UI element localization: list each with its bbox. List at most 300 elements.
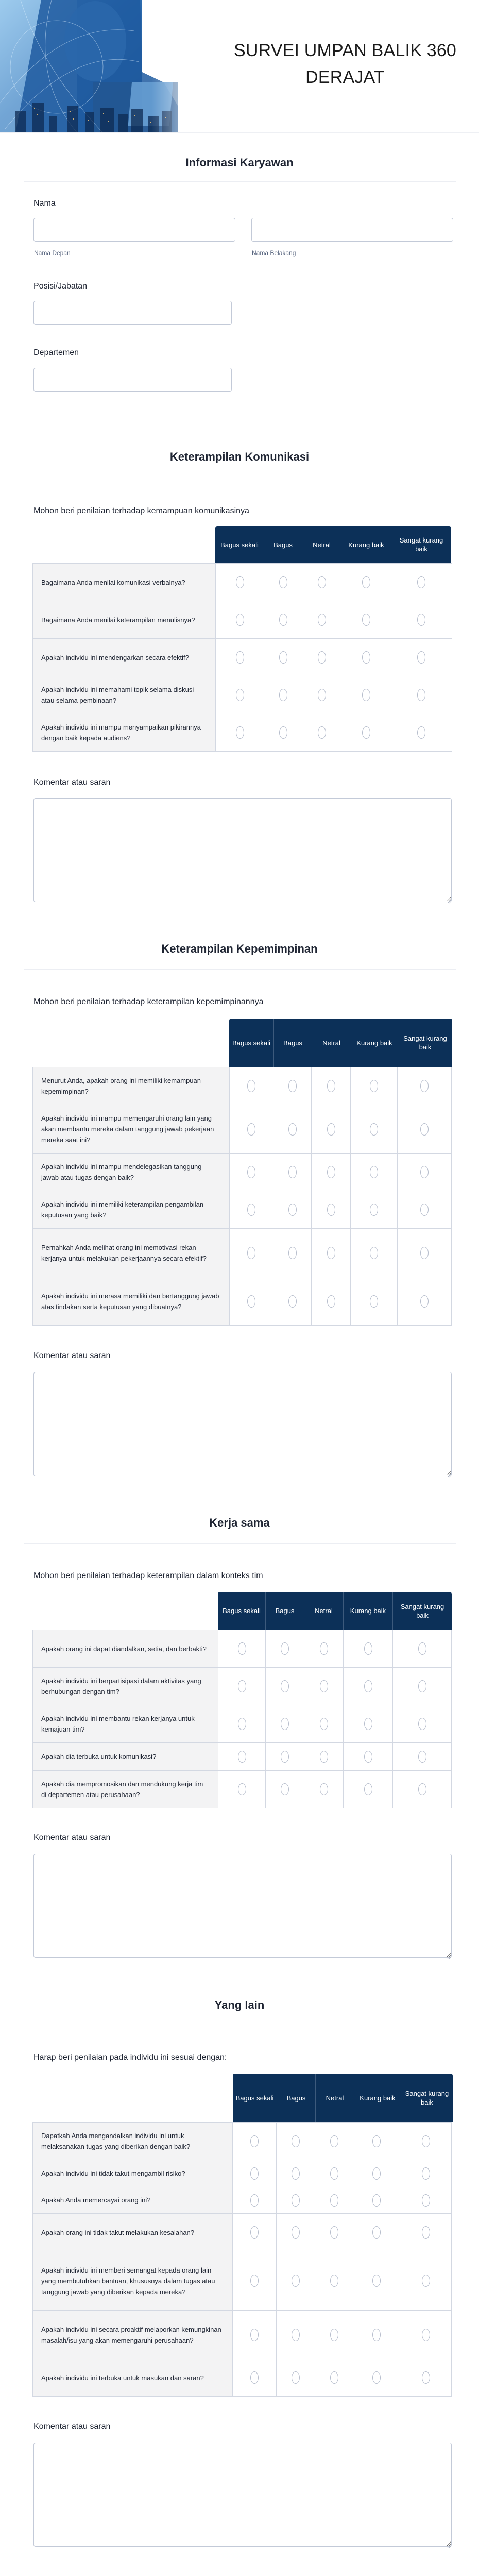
matrix-cell <box>229 1154 273 1191</box>
matrix-row-question: Apakah individu ini mampu mendelegasikan tanggung jawab atau tugas dengan baik? <box>32 1154 229 1191</box>
radio-button[interactable] <box>417 651 425 664</box>
radio-button[interactable] <box>292 2194 300 2207</box>
radio-button[interactable] <box>279 614 287 626</box>
radio-button[interactable] <box>330 2194 338 2207</box>
first-name-input[interactable] <box>33 218 235 242</box>
matrix-row <box>32 1667 452 1705</box>
radio-button[interactable] <box>372 2167 381 2180</box>
radio-button[interactable] <box>236 576 244 588</box>
radio-button[interactable] <box>330 2135 338 2147</box>
matrix-cell <box>392 1630 452 1667</box>
radio-button[interactable] <box>422 2135 430 2147</box>
radio-button[interactable] <box>422 2226 430 2239</box>
radio-button[interactable] <box>370 1204 378 1216</box>
radio-button[interactable] <box>320 1718 328 1730</box>
matrix-cell <box>229 1105 273 1153</box>
matrix-row <box>32 1228 452 1277</box>
radio-button[interactable] <box>330 2275 338 2287</box>
matrix-row <box>32 2310 452 2359</box>
radio-button[interactable] <box>370 1123 378 1136</box>
radio-button[interactable] <box>364 1680 372 1692</box>
radio-button[interactable] <box>362 576 370 588</box>
matrix-row-question: Apakah individu ini mampu memengaruhi orang lain yang akan membantu mereka dalam tanggung jawab pekerjaan mereka saat ini? <box>32 1105 229 1153</box>
radio-button[interactable] <box>288 1295 297 1308</box>
hero-image <box>0 0 216 133</box>
radio-button[interactable] <box>418 1642 426 1655</box>
teamwork-comment-textarea[interactable] <box>33 1854 452 1958</box>
radio-button[interactable] <box>372 2135 381 2147</box>
communication-comment-label: Komentar atau saran <box>33 778 111 787</box>
radio-button[interactable] <box>422 2194 430 2207</box>
radio-button[interactable] <box>362 651 370 664</box>
radio-button[interactable] <box>364 1642 372 1655</box>
matrix-cell <box>229 1229 273 1277</box>
radio-button[interactable] <box>279 726 287 739</box>
radio-button[interactable] <box>420 1166 429 1178</box>
matrix-row-question: Apakah individu ini mendengarkan secara efektif? <box>32 639 215 676</box>
matrix-column-header: Kurang baik <box>354 2074 401 2122</box>
radio-button[interactable] <box>372 2329 381 2341</box>
radio-button[interactable] <box>250 2329 259 2341</box>
matrix-cell <box>276 2160 315 2187</box>
matrix-row-question: Apakah Anda memercayai orang ini? <box>32 2187 232 2213</box>
matrix-header <box>233 2074 453 2122</box>
matrix-row-question: Apakah individu ini merasa memiliki dan bertanggung jawab atas tindakan serta keputusan yang dibuatnya? <box>32 1277 229 1325</box>
matrix-cell <box>315 2123 353 2160</box>
leadership-comment-label: Komentar atau saran <box>33 1351 111 1360</box>
leadership-comment-textarea[interactable] <box>33 1372 452 1476</box>
matrix-cell <box>311 1277 350 1325</box>
matrix-cell <box>350 1229 397 1277</box>
radio-button[interactable] <box>250 2194 259 2207</box>
radio-button[interactable] <box>330 2226 338 2239</box>
matrix-cell <box>391 564 451 601</box>
radio-button[interactable] <box>372 2275 381 2287</box>
matrix-row <box>32 1742 452 1770</box>
matrix-cell <box>341 714 391 751</box>
matrix-column-header: Netral <box>302 526 341 563</box>
matrix-cell <box>343 1630 392 1667</box>
matrix-row-question: Apakah individu ini terbuka untuk masukan dan saran? <box>32 2359 232 2396</box>
radio-button[interactable] <box>247 1295 255 1308</box>
matrix-column-header: Kurang baik <box>341 526 391 563</box>
radio-button[interactable] <box>292 2275 300 2287</box>
matrix-cell <box>353 2160 400 2187</box>
radio-button[interactable] <box>362 689 370 701</box>
radio-button[interactable] <box>327 1295 335 1308</box>
matrix-row <box>32 563 452 601</box>
matrix-row-question: Apakah orang ini dapat diandalkan, setia, dan berbakti? <box>32 1630 218 1667</box>
matrix-row <box>32 2187 452 2213</box>
matrix-row <box>32 1630 452 1667</box>
matrix-cell <box>232 2160 276 2187</box>
matrix-cell <box>232 2123 276 2160</box>
radio-button[interactable] <box>279 651 287 664</box>
radio-button[interactable] <box>236 614 244 626</box>
matrix-row-question: Bagaimana Anda menilai komunikasi verbalnya? <box>32 564 215 601</box>
radio-button[interactable] <box>420 1080 429 1092</box>
matrix-cell <box>232 2311 276 2359</box>
matrix-column-header: Bagus <box>273 1019 312 1067</box>
radio-button[interactable] <box>318 576 326 588</box>
radio-button[interactable] <box>327 1247 335 1259</box>
matrix-cell <box>304 1771 343 1808</box>
radio-button[interactable] <box>247 1080 255 1092</box>
matrix-cell <box>302 639 341 676</box>
matrix-row-question: Apakah individu ini secara proaktif melaporkan kemungkinan masalah/isu yang akan memengaruhi perusahaan? <box>32 2311 232 2359</box>
matrix-cell <box>311 1154 350 1191</box>
matrix-cell <box>304 1743 343 1770</box>
matrix-cell <box>350 1154 397 1191</box>
position-input[interactable] <box>33 301 232 325</box>
matrix-cell <box>273 1277 311 1325</box>
matrix-cell <box>264 564 302 601</box>
matrix-cell <box>276 2251 315 2310</box>
matrix-cell <box>350 1277 397 1325</box>
matrix-column-header: Kurang baik <box>343 1592 392 1630</box>
matrix-cell <box>397 1277 452 1325</box>
matrix-row-question: Bagaimana Anda menilai keterampilan menulisnya? <box>32 601 215 638</box>
matrix-cell <box>353 2251 400 2310</box>
matrix-cell <box>265 1743 304 1770</box>
section-divider <box>24 969 456 970</box>
radio-button[interactable] <box>238 1783 246 1795</box>
radio-button[interactable] <box>279 689 287 701</box>
radio-button[interactable] <box>292 2371 300 2384</box>
first-name-sublabel: Nama Depan <box>34 249 71 257</box>
radio-button[interactable] <box>320 1642 328 1655</box>
matrix-cell <box>215 714 264 751</box>
matrix-cell <box>311 1229 350 1277</box>
form-title <box>221 37 469 91</box>
radio-button[interactable] <box>250 2135 259 2147</box>
radio-button[interactable] <box>362 726 370 739</box>
radio-button[interactable] <box>281 1718 289 1730</box>
radio-button[interactable] <box>250 2226 259 2239</box>
radio-button[interactable] <box>418 1751 426 1763</box>
matrix-cell <box>218 1630 265 1667</box>
matrix-cell <box>273 1191 311 1228</box>
matrix-cell <box>302 601 341 638</box>
others-comment-textarea[interactable] <box>33 2443 452 2547</box>
matrix-cell <box>343 1771 392 1808</box>
radio-button[interactable] <box>238 1642 246 1655</box>
matrix-cell <box>341 639 391 676</box>
matrix-cell <box>392 1743 452 1770</box>
radio-button[interactable] <box>320 1680 328 1692</box>
radio-button[interactable] <box>422 2275 430 2287</box>
matrix-cell <box>343 1705 392 1742</box>
matrix-cell <box>315 2160 353 2187</box>
radio-button[interactable] <box>418 1783 426 1795</box>
matrix-cell <box>276 2187 315 2213</box>
radio-button[interactable] <box>420 1204 429 1216</box>
radio-button[interactable] <box>281 1783 289 1795</box>
matrix-row <box>32 1067 452 1105</box>
matrix-row <box>32 1277 452 1325</box>
matrix-cell <box>343 1743 392 1770</box>
radio-button[interactable] <box>422 2167 430 2180</box>
radio-button[interactable] <box>417 576 425 588</box>
radio-button[interactable] <box>417 614 425 626</box>
matrix-row <box>32 2213 452 2251</box>
matrix-column-header: Bagus sekali <box>229 1019 273 1067</box>
radio-button[interactable] <box>288 1123 297 1136</box>
matrix-row <box>32 1705 452 1742</box>
matrix-row <box>32 1770 452 1808</box>
matrix-cell <box>218 1705 265 1742</box>
radio-button[interactable] <box>247 1247 255 1259</box>
radio-button[interactable] <box>247 1204 255 1216</box>
teamwork-prompt: Mohon beri penilaian terhadap keterampilan dalam konteks tim <box>33 1571 263 1580</box>
radio-button[interactable] <box>247 1123 255 1136</box>
radio-button[interactable] <box>288 1247 297 1259</box>
radio-button[interactable] <box>279 576 287 588</box>
radio-button[interactable] <box>362 614 370 626</box>
position-label: Posisi/Jabatan <box>33 282 88 291</box>
matrix-cell <box>276 2123 315 2160</box>
radio-button[interactable] <box>292 2167 300 2180</box>
matrix-row <box>32 1105 452 1153</box>
matrix-cell <box>302 676 341 714</box>
matrix-column-header: Bagus sekali <box>215 526 264 563</box>
leadership-rating-matrix <box>32 1019 452 1326</box>
radio-button[interactable] <box>372 2226 381 2239</box>
radio-button[interactable] <box>364 1718 372 1730</box>
radio-button[interactable] <box>417 689 425 701</box>
matrix-row <box>32 638 452 676</box>
others-prompt: Harap beri penilaian pada individu ini sesuai dengan: <box>33 2053 227 2062</box>
radio-button[interactable] <box>372 2371 381 2384</box>
radio-button[interactable] <box>370 1247 378 1259</box>
matrix-bottom-border <box>32 2396 452 2397</box>
matrix-cell <box>397 1067 452 1105</box>
radio-button[interactable] <box>318 689 326 701</box>
matrix-bottom-border <box>32 1325 452 1326</box>
matrix-column-header: Sangat kurang baik <box>401 2074 453 2122</box>
matrix-cell <box>400 2251 452 2310</box>
others-rating-matrix <box>32 2074 452 2397</box>
matrix-cell <box>353 2187 400 2213</box>
last-name-sublabel: Nama Belakang <box>252 249 296 257</box>
matrix-cell <box>353 2123 400 2160</box>
matrix-cell <box>232 2187 276 2213</box>
matrix-cell <box>264 676 302 714</box>
matrix-row <box>32 2160 452 2187</box>
matrix-cell <box>304 1668 343 1705</box>
communication-comment-textarea[interactable] <box>33 798 452 902</box>
matrix-cell <box>400 2311 452 2359</box>
radio-button[interactable] <box>370 1166 378 1178</box>
radio-button[interactable] <box>327 1080 335 1092</box>
radio-button[interactable] <box>281 1642 289 1655</box>
matrix-cell <box>315 2214 353 2251</box>
matrix-cell <box>232 2359 276 2396</box>
matrix-cell <box>311 1191 350 1228</box>
section-title-leadership: Keterampilan Kepemimpinan <box>161 942 318 955</box>
section-title-others: Yang lain <box>214 1998 265 2011</box>
radio-button[interactable] <box>370 1295 378 1308</box>
radio-button[interactable] <box>327 1123 335 1136</box>
matrix-cell <box>229 1277 273 1325</box>
matrix-cell <box>397 1191 452 1228</box>
matrix-cell <box>276 2214 315 2251</box>
last-name-input[interactable] <box>251 218 453 242</box>
matrix-cell <box>391 676 451 714</box>
matrix-cell <box>400 2160 452 2187</box>
matrix-row-question: Apakah orang ini tidak takut melakukan kesalahan? <box>32 2214 232 2251</box>
radio-button[interactable] <box>327 1166 335 1178</box>
matrix-cell <box>273 1067 311 1105</box>
radio-button[interactable] <box>320 1751 328 1763</box>
matrix-column-header: Sangat kurang baik <box>391 526 451 563</box>
teamwork-comment-label: Komentar atau saran <box>33 1833 111 1842</box>
radio-button[interactable] <box>418 1680 426 1692</box>
section-divider <box>24 181 456 182</box>
matrix-cell <box>229 1191 273 1228</box>
matrix-cell <box>400 2187 452 2213</box>
matrix-cell <box>229 1067 273 1105</box>
communication-rating-matrix <box>32 526 452 752</box>
leadership-prompt: Mohon beri penilaian terhadap keterampilan kepemimpinannya <box>33 997 264 1006</box>
radio-button[interactable] <box>330 2371 338 2384</box>
matrix-row <box>32 714 452 751</box>
matrix-row-question: Apakah dia terbuka untuk komunikasi? <box>32 1743 218 1770</box>
radio-button[interactable] <box>247 1166 255 1178</box>
section-title-employee-info: Informasi Karyawan <box>185 156 294 169</box>
matrix-bottom-border <box>32 751 452 752</box>
matrix-row <box>32 2122 452 2160</box>
radio-button[interactable] <box>330 2329 338 2341</box>
others-comment-label: Komentar atau saran <box>33 2422 111 2431</box>
matrix-row <box>32 2359 452 2396</box>
matrix-cell <box>391 639 451 676</box>
matrix-cell <box>265 1668 304 1705</box>
matrix-cell <box>353 2311 400 2359</box>
department-input[interactable] <box>33 368 232 392</box>
matrix-cell <box>397 1229 452 1277</box>
radio-button[interactable] <box>370 1080 378 1092</box>
radio-button[interactable] <box>318 726 326 739</box>
radio-button[interactable] <box>288 1166 297 1178</box>
radio-button[interactable] <box>250 2371 259 2384</box>
matrix-cell <box>264 639 302 676</box>
radio-button[interactable] <box>330 2167 338 2180</box>
matrix-cell <box>302 564 341 601</box>
matrix-row-question: Menurut Anda, apakah orang ini memiliki kemampuan kepemimpinan? <box>32 1067 229 1105</box>
radio-button[interactable] <box>420 1123 429 1136</box>
section-title-communication: Keterampilan Komunikasi <box>169 450 310 463</box>
matrix-cell <box>273 1229 311 1277</box>
matrix-cell <box>343 1668 392 1705</box>
matrix-row-question: Apakah individu ini mampu menyampaikan pikirannya dengan baik kepada audiens? <box>32 714 215 751</box>
radio-button[interactable] <box>281 1751 289 1763</box>
radio-button[interactable] <box>318 614 326 626</box>
radio-button[interactable] <box>422 2329 430 2341</box>
matrix-column-header: Bagus <box>265 1592 304 1630</box>
matrix-cell <box>353 2214 400 2251</box>
matrix-column-header: Sangat kurang baik <box>392 1592 452 1630</box>
matrix-row <box>32 676 452 714</box>
matrix-cell <box>350 1105 397 1153</box>
matrix-row-question: Apakah individu ini memiliki keterampilan pengambilan keputusan yang baik? <box>32 1191 229 1228</box>
radio-button[interactable] <box>417 726 425 739</box>
matrix-row-question: Apakah individu ini memahami topik selama diskusi atau selama pembinaan? <box>32 676 215 714</box>
radio-button[interactable] <box>420 1295 429 1308</box>
radio-button[interactable] <box>236 689 244 701</box>
matrix-cell <box>265 1771 304 1808</box>
matrix-row <box>32 2251 452 2310</box>
matrix-column-header: Bagus <box>264 526 302 563</box>
matrix-column-header: Bagus sekali <box>218 1592 265 1630</box>
radio-button[interactable] <box>372 2194 381 2207</box>
matrix-cell <box>391 714 451 751</box>
matrix-cell <box>341 676 391 714</box>
radio-button[interactable] <box>288 1080 297 1092</box>
radio-button[interactable] <box>236 726 244 739</box>
radio-button[interactable] <box>292 2226 300 2239</box>
matrix-row-question: Apakah individu ini tidak takut mengambil risiko? <box>32 2160 232 2187</box>
radio-button[interactable] <box>422 2371 430 2384</box>
matrix-cell <box>273 1154 311 1191</box>
matrix-cell <box>397 1105 452 1153</box>
radio-button[interactable] <box>318 651 326 664</box>
communication-prompt: Mohon beri penilaian terhadap kemampuan komunikasinya <box>33 506 249 515</box>
matrix-cell <box>232 2214 276 2251</box>
matrix-cell <box>215 639 264 676</box>
form-title-line-1: SURVEI UMPAN BALIK 360 <box>233 41 457 60</box>
matrix-cell <box>400 2359 452 2396</box>
radio-button[interactable] <box>281 1680 289 1692</box>
matrix-cell <box>392 1668 452 1705</box>
matrix-cell <box>232 2251 276 2310</box>
radio-button[interactable] <box>364 1783 372 1795</box>
radio-button[interactable] <box>320 1783 328 1795</box>
radio-button[interactable] <box>238 1680 246 1692</box>
radio-button[interactable] <box>327 1204 335 1216</box>
matrix-cell <box>215 676 264 714</box>
matrix-row-question: Dapatkah Anda mengandalkan individu ini untuk melaksanakan tugas yang diberikan dengan baik? <box>32 2123 232 2160</box>
matrix-cell <box>215 564 264 601</box>
matrix-header <box>218 1592 452 1630</box>
radio-button[interactable] <box>250 2275 259 2287</box>
matrix-row <box>32 601 452 638</box>
radio-button[interactable] <box>250 2167 259 2180</box>
matrix-cell <box>218 1668 265 1705</box>
matrix-cell <box>392 1771 452 1808</box>
matrix-cell <box>311 1067 350 1105</box>
radio-button[interactable] <box>238 1718 246 1730</box>
matrix-cell <box>311 1105 350 1153</box>
matrix-cell <box>265 1705 304 1742</box>
matrix-header <box>229 1019 452 1067</box>
matrix-row-question: Apakah individu ini membantu rekan kerjanya untuk kemajuan tim? <box>32 1705 218 1742</box>
radio-button[interactable] <box>418 1718 426 1730</box>
matrix-cell <box>276 2311 315 2359</box>
radio-button[interactable] <box>238 1751 246 1763</box>
section-divider <box>24 1543 456 1544</box>
matrix-cell <box>264 714 302 751</box>
matrix-row-question: Apakah individu ini berpartisipasi dalam aktivitas yang berhubungan dengan tim? <box>32 1668 218 1705</box>
matrix-column-header: Bagus <box>277 2074 315 2122</box>
radio-button[interactable] <box>236 651 244 664</box>
matrix-cell <box>397 1154 452 1191</box>
radio-button[interactable] <box>364 1751 372 1763</box>
radio-button[interactable] <box>420 1247 429 1259</box>
radio-button[interactable] <box>292 2329 300 2341</box>
radio-button[interactable] <box>288 1204 297 1216</box>
radio-button[interactable] <box>292 2135 300 2147</box>
